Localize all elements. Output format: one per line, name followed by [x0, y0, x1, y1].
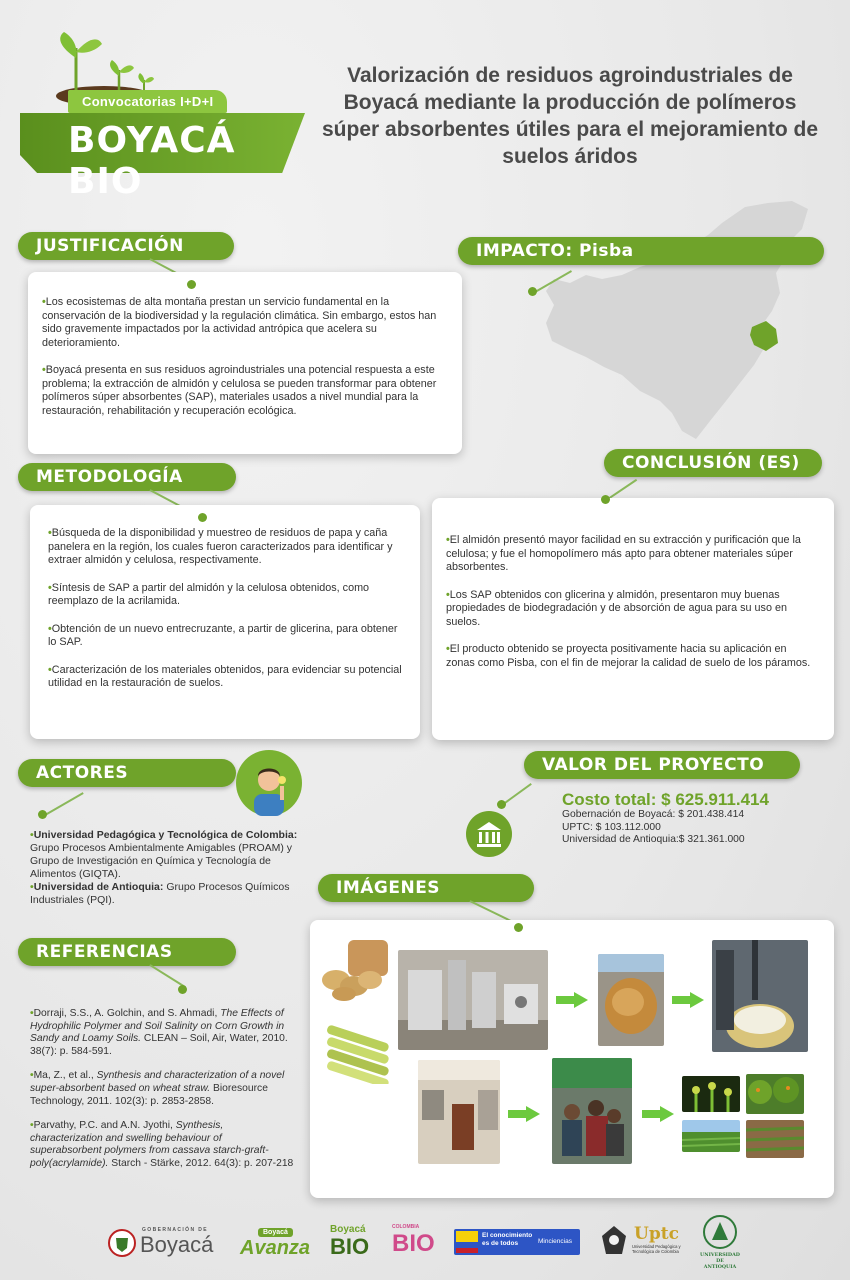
- minciencias-name: Minciencias: [538, 1238, 572, 1245]
- conclusion-item: •El almidón presentó mayor facilidad en su extracción y purificación que la celulosa; y fue el homopolímero más apto para obtener materiales súper absorbentes.: [446, 534, 801, 573]
- connector-line: [45, 792, 84, 815]
- connector-dot: [178, 985, 187, 994]
- udea-name: UNIVERSIDAD DE ANTIOQUIA: [700, 1252, 740, 1270]
- udea-emblem-icon: [700, 1214, 740, 1250]
- team-lab-photo: [552, 1058, 632, 1164]
- costo-line: UPTC: $ 103.112.000: [562, 821, 661, 833]
- actores-text: •Universidad Pedagógica y Tecnológica de Colombia: Grupo Procesos Ambientalmente Amigables (PROAM) y Grupo de Investigación en Química y Tecnología de Alimentos (GIQTA). •Universidad de Antioquia: Grupo Procesos Químicos Industriales (PQI).: [30, 829, 298, 906]
- metodologia-item: •Caracterización de los materiales obtenidos, para evidenciar su potencial utilidad en la restauración de suelos.: [48, 663, 402, 689]
- lab-equipment-photo: [398, 950, 548, 1050]
- coat-of-arms-icon: [108, 1228, 136, 1258]
- minciencias-slogan: El conocimiento es de todos: [482, 1232, 533, 1247]
- boyacabio-name: BIO: [330, 1234, 370, 1259]
- conclusion-card: [432, 498, 834, 740]
- potatoes-photo: [318, 940, 390, 1002]
- logo-brand: BOYACÁ BIO: [68, 120, 236, 202]
- poster-title: Valorización de residuos agroindustriales de Boyacá mediante la producción de polímeros súper absorbentes útiles para el mejoramiento de suelos áridos: [322, 64, 818, 168]
- justificacion-card: [28, 272, 462, 454]
- metodologia-item: •Búsqueda de la disponibilidad y muestreo de residuos de papa y caña panelera en la región, los cuales fueron caracterizados para identificar y extraer almidón y celulosa, respectivamente.: [48, 527, 393, 566]
- uptc-emblem-icon: [600, 1224, 628, 1258]
- colombiabio-name: BIO: [392, 1230, 435, 1257]
- valor-heading: VALOR DEL PROYECTO: [524, 751, 800, 779]
- boyaca-bio-logo: [16, 18, 306, 202]
- arrow-icon: [672, 992, 706, 1008]
- metodologia-item: •Síntesis de SAP a partir del almidón y la celulosa obtenidos, como reemplazo de la acrilamida.: [48, 581, 370, 607]
- colombia-small: COLOMBIA: [392, 1224, 420, 1230]
- uptc-fullname: Universidad Pedagógica y Tecnológica de Colombia: [632, 1244, 681, 1254]
- actores-heading: ACTORES: [18, 759, 236, 787]
- metodologia-item: •Obtención de un nuevo entrecruzante, a partir de glicerina, para obtener lo SAP.: [48, 622, 398, 648]
- avanza-name: Avanza: [240, 1237, 311, 1259]
- imagenes-card: [310, 920, 834, 1198]
- metodologia-card: [30, 505, 420, 739]
- referencias-text: [30, 1008, 296, 1183]
- crop-field-photo: [682, 1120, 740, 1152]
- imagenes-heading: IMÁGENES: [318, 874, 534, 902]
- minciencias-logo: [454, 1229, 580, 1255]
- gob-name: Boyacá: [140, 1232, 214, 1257]
- justificacion-heading: JUSTIFICACIÓN: [18, 232, 234, 260]
- flag-shield-icon: [456, 1231, 478, 1253]
- conclusion-item: •Los SAP obtenidos con glicerina y almidón, presentaron muy buenas propiedades de biodegradación y de absorción de agua para su uso en suelos.: [446, 588, 787, 628]
- arrow-icon: [508, 1106, 542, 1122]
- uptc-name: Uptc: [634, 1224, 679, 1244]
- connector-dot: [38, 810, 47, 819]
- arrow-icon: [556, 992, 590, 1008]
- justificacion-item: •Boyacá presenta en sus residuos agroindustriales una potencial respuesta a este problema; la extracción de almidón y celulosa se pueden transformar para obtener polímeros súper absorbentes (SAP), materiales usados a nivel mundial para la restauración, rehabilitación y recuperación ecológica.: [42, 364, 437, 417]
- connector-dot: [528, 287, 537, 296]
- costo-breakdown: [562, 809, 745, 847]
- connector-dot: [601, 495, 610, 504]
- soil-field-photo: [746, 1120, 804, 1158]
- costo-line: Gobernación de Boyacá: $ 201.438.414: [562, 809, 745, 820]
- impacto-heading: IMPACTO: Pisba: [458, 237, 824, 265]
- conclusion-heading: CONCLUSIÓN (ES): [604, 449, 822, 477]
- connector-line: [502, 783, 532, 805]
- reactor-photo: [712, 940, 808, 1052]
- conclusion-item: •El producto obtenido se proyecta positivamente hacia su aplicación en zonas como Pisba, con el fin de mejorar la calidad de suelo de los páramos.: [446, 643, 811, 669]
- bank-icon: [466, 811, 512, 857]
- boyaca-map: [540, 195, 820, 445]
- reference-item: •Parvathy, P.C. and A.N. Jyothi, Synthesis, characterization and swelling behaviour of superabsorbent polymers from cassava starch-graft-poly(acrylamide). Starch - Stärke, 2012. 64(3): p. 207-218: [30, 1120, 294, 1169]
- avanza-top: Boyacá: [258, 1228, 293, 1237]
- connector-dot: [198, 513, 207, 522]
- costo-total: Costo total: $ 625.911.414: [562, 790, 769, 809]
- justificacion-item: •Los ecosistemas de alta montaña prestan un servicio fundamental en la conservación de la biodiversidad y la regulación climática. Sin embargo, estos han sido gravemente impactados por la actividad antrópica que acelera su deterioramiento.: [42, 296, 437, 349]
- connector-dot: [514, 923, 523, 932]
- laboratory-room-photo: [418, 1060, 500, 1164]
- connector-dot: [497, 800, 506, 809]
- starch-sample-photo: [598, 954, 664, 1046]
- gob-small: GOBERNACIÓN DE: [142, 1227, 208, 1233]
- reference-item: •Dorraji, S.S., A. Golchin, and S. Ahmadi, The Effects of Hydrophilic Polymer and Soil Salinity on Corn Growth in Sandy and Loamy Soils. CLEAN – Soil, Air, Water, 2010. 38(7): p. 584-591.: [30, 1008, 288, 1057]
- costo-line: Universidad de Antioquia:$ 321.361.000: [562, 834, 745, 845]
- arrow-icon: [642, 1106, 676, 1122]
- orchard-photo: [746, 1074, 804, 1114]
- boyacabio-top: Boyacá: [330, 1224, 366, 1235]
- sugarcane-photo: [322, 1024, 394, 1084]
- reference-item: •Ma, Z., et al., Synthesis and characterization of a novel super-absorbent based on wheat straw. Bioresource Technology, 2011. 102(3): p. 2853-2858.: [30, 1070, 285, 1107]
- actor-name: Universidad Pedagógica y Tecnológica de Colombia:: [33, 829, 298, 841]
- actor-name: Universidad de Antioquia:: [33, 881, 164, 893]
- referencias-heading: REFERENCIAS: [18, 938, 236, 966]
- connector-dot: [187, 280, 196, 289]
- metodologia-heading: METODOLOGÍA: [18, 463, 236, 491]
- avatar: [236, 750, 302, 816]
- logo-subtitle: Convocatorias I+D+I: [68, 90, 227, 113]
- seedlings-photo: [682, 1076, 740, 1112]
